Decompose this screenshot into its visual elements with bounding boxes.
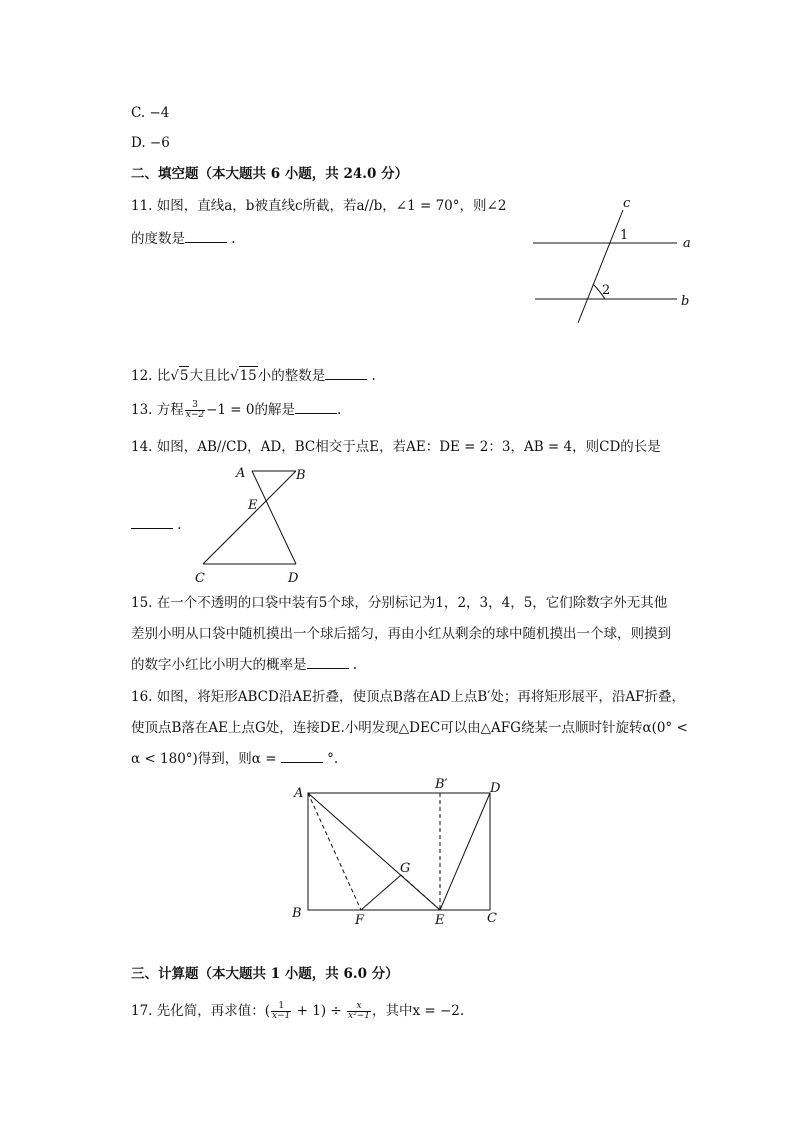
label-B: B <box>296 468 306 483</box>
q15-end: . <box>348 657 358 673</box>
q17-frac1-den: x−1 <box>272 1011 291 1021</box>
line-c <box>578 210 623 323</box>
q11-answer-blank[interactable] <box>185 230 227 243</box>
q12-sqrt-5: 5 <box>179 368 189 384</box>
q13-prefix: 13. 方程 <box>131 402 184 418</box>
q17-fraction-2 <box>347 1002 371 1021</box>
option-d: D. −6 <box>131 135 170 151</box>
label-F: F <box>355 913 365 928</box>
q17-line <box>131 1002 464 1021</box>
q17-frac2-den: x²−1 <box>348 1011 370 1021</box>
label-Bprime: B′ <box>435 777 448 792</box>
q16-line2: 使顶点B落在AE上点G处，连接DE.小明发现△DEC可以由△AFG绕某一点顺时针旋转α(0° < <box>131 720 688 736</box>
q17-fraction-1 <box>271 1002 291 1021</box>
q13-frac-num: 3 <box>185 401 205 411</box>
label-D: D <box>490 781 501 796</box>
section-3-title: 三、计算题（本大题共 1 小题，共 6.0 分） <box>131 966 399 982</box>
q11-line2 <box>131 230 236 248</box>
segment-af-dashed <box>308 793 361 910</box>
q16-line3 <box>131 750 338 768</box>
q14-line2 <box>131 516 182 534</box>
q15-line3 <box>131 656 357 674</box>
label-C: C <box>195 571 205 586</box>
q17-suffix: ，其中x = −2. <box>371 1003 465 1019</box>
q16-figure <box>285 775 505 930</box>
rectangle-abcd <box>308 793 490 910</box>
q15-line1: 15. 在一个不透明的口袋中装有5个球，分别标记为1，2，3，4，5，它们除数字外无其他 <box>131 595 668 611</box>
q15-line2: 差别小明从口袋中随机摸出一个球后摇匀，再由小红从剩余的球中随机摸出一个球，则摸到 <box>131 626 671 642</box>
segment-de <box>440 793 490 910</box>
q12-suffix: 小的整数是 <box>257 368 326 384</box>
q13-end: . <box>337 402 342 418</box>
q17-frac1-num: 1 <box>271 1002 291 1012</box>
label-angle-2: 2 <box>602 283 611 298</box>
q13-fraction <box>185 401 205 420</box>
label-b: b <box>681 294 690 309</box>
label-C: C <box>487 911 497 926</box>
label-angle-1: 1 <box>620 228 629 243</box>
q17-prefix: 17. 先化简，再求值：( <box>131 1003 271 1019</box>
q13-suffix: −1 = 0的解是 <box>206 402 295 418</box>
label-G: G <box>400 861 411 876</box>
label-c: c <box>623 196 631 211</box>
label-A: A <box>294 786 304 801</box>
q14-figure <box>190 460 320 588</box>
q16-end: °. <box>322 751 339 767</box>
section-2-title: 二、填空题（本大题共 6 小题，共 24.0 分） <box>131 166 409 182</box>
q17-mid: + 1) ÷ <box>292 1003 347 1019</box>
label-A: A <box>236 466 246 481</box>
sqrt-sign: √ <box>170 368 179 384</box>
q16-prefix: α < 180°)得到，则α = <box>131 751 281 767</box>
q16-line1: 16. 如图，将矩形ABCD沿AE折叠，使顶点B落在AD上点B′处；再将矩形展平，沿AF折叠， <box>131 689 686 705</box>
q15-prefix: 的数字小红比小明大的概率是 <box>131 657 307 673</box>
q12-mid: 大且比 <box>189 368 230 384</box>
q14-end: . <box>173 517 182 533</box>
q14-answer-blank[interactable] <box>131 516 173 529</box>
segment-ae <box>308 793 440 910</box>
q12-answer-blank[interactable] <box>325 367 367 380</box>
q12-prefix: 12. 比 <box>131 368 171 384</box>
segment-fg <box>361 875 401 910</box>
label-E: E <box>248 498 258 513</box>
label-a: a <box>683 236 691 251</box>
q11-end: . <box>227 231 236 247</box>
label-B: B <box>292 906 302 921</box>
q17-frac2-num: x <box>347 1002 371 1012</box>
q12-line <box>131 366 376 385</box>
q12-end: . <box>367 368 376 384</box>
q13-line <box>131 401 341 420</box>
q11-line1: 11. 如图，直线a，b被直线c所截，若a//b，∠1 = 70°，则∠2 <box>131 198 507 214</box>
segment-bc <box>203 471 296 564</box>
q11-prefix: 的度数是 <box>131 231 185 247</box>
q13-frac-den: x−2 <box>185 410 205 420</box>
q13-answer-blank[interactable] <box>295 401 337 414</box>
label-D: D <box>288 571 299 586</box>
q12-sqrt-15: 15 <box>239 368 257 384</box>
option-c: C. −4 <box>131 105 170 121</box>
q15-answer-blank[interactable] <box>307 656 349 669</box>
label-E: E <box>435 913 445 928</box>
q14-line1: 14. 如图，AB//CD，AD，BC相交于点E，若AE：DE = 2：3，AB = 4，则CD的长是 <box>131 439 661 455</box>
segment-ad <box>252 471 296 564</box>
q16-answer-blank[interactable] <box>281 750 323 763</box>
q11-figure <box>525 193 705 328</box>
sqrt-sign: √ <box>229 368 239 384</box>
